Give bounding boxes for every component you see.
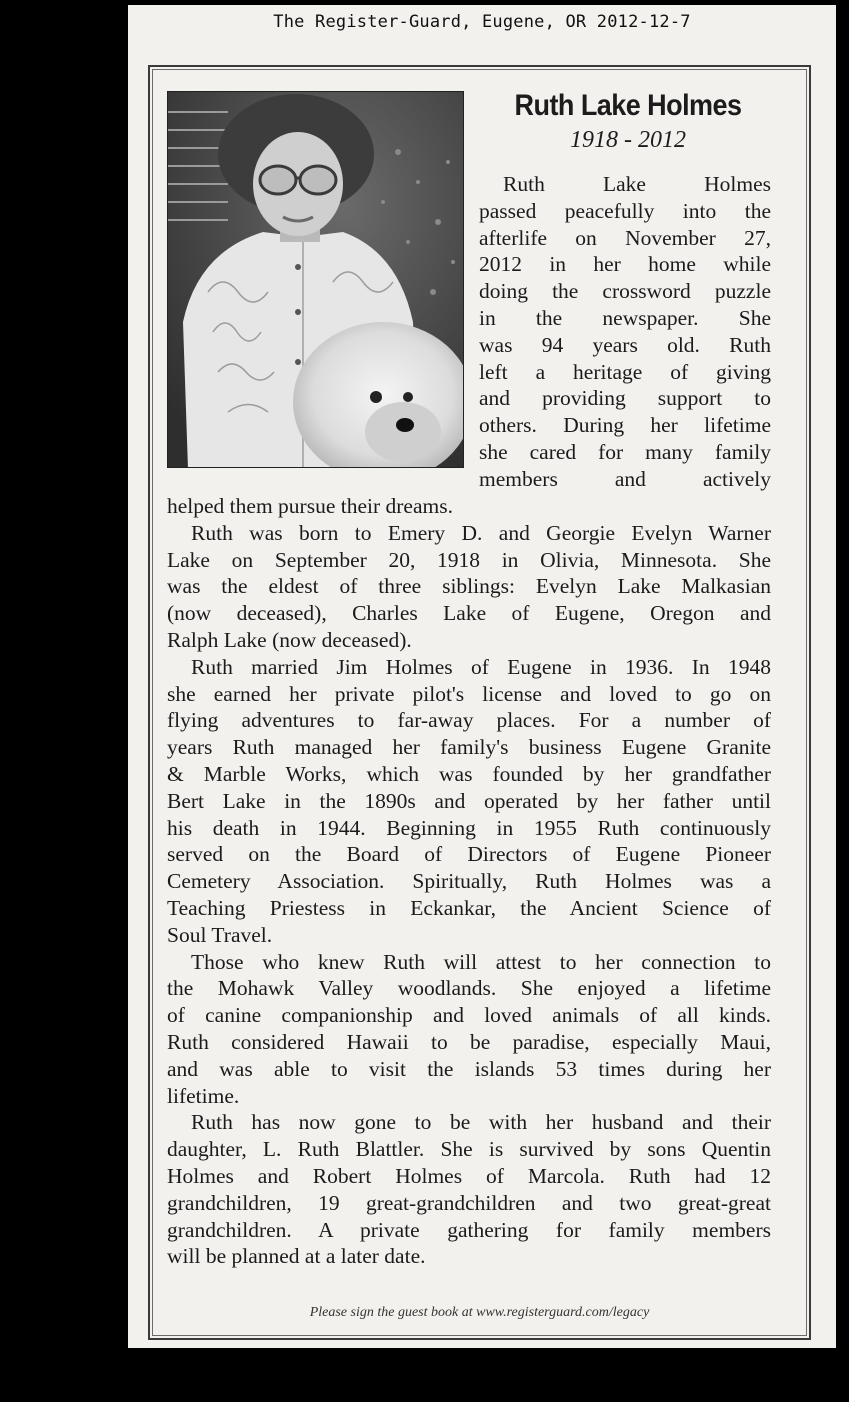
paragraph-5-line: grandchildren. A private gathering for family members	[167, 1217, 771, 1242]
paragraph-3-line: Cemetery Association. Spiritually, Ruth Holmes was a	[167, 869, 771, 894]
paragraph-5-line: Ruth has now gone to be with her husband and their	[191, 1110, 771, 1135]
paragraph-4-line: Ruth considered Hawaii to be paradise, especially Maui,	[167, 1029, 771, 1054]
obituary-body	[167, 493, 771, 1270]
paragraph-2-line: was the eldest of three siblings: Evelyn Lake Malkasian	[167, 574, 771, 599]
intro-line: 2012 in her home while	[479, 252, 771, 277]
intro-line: passed peacefully into the	[479, 198, 771, 223]
paragraph-3-line: his death in 1944. Beginning in 1955 Ruth continuously	[167, 815, 771, 840]
paragraph-2-line: Ruth was born to Emery D. and Georgie Evelyn Warner	[191, 520, 771, 545]
intro-line: in the newspaper. She	[479, 305, 771, 330]
paragraph-5-line: daughter, L. Ruth Blattler. She is survived by sons Quentin	[167, 1137, 771, 1162]
paragraph-4-line: lifetime.	[167, 1083, 240, 1108]
intro-line: left a heritage of giving	[479, 359, 771, 384]
paragraph-4-line: Those who knew Ruth will attest to her connection to	[191, 949, 771, 974]
intro-line: was 94 years old. Ruth	[479, 332, 771, 357]
obituary-years: 1918 - 2012	[570, 127, 686, 153]
obituary-intro-column	[479, 171, 771, 493]
portrait-illustration	[168, 92, 464, 468]
intro-line: afterlife on November 27,	[479, 225, 771, 250]
paragraph-4-line: and was able to visit the islands 53 times during her	[167, 1056, 771, 1081]
portrait-photo	[167, 91, 464, 468]
intro-line: doing the crossword puzzle	[479, 279, 771, 304]
paragraph-2-line: Ralph Lake (now deceased).	[167, 627, 412, 652]
intro-line: and providing support to	[479, 386, 771, 411]
intro-line: she cared for many family	[479, 439, 771, 464]
paragraph-2-line: (now deceased), Charles Lake of Eugene, Oregon and	[167, 601, 771, 626]
source-header: The Register-Guard, Eugene, OR 2012-12-7	[273, 12, 691, 32]
paragraph-3-line: Soul Travel.	[167, 922, 273, 947]
paragraph-2-line: Lake on September 20, 1918 in Olivia, Minnesota. She	[167, 547, 771, 572]
paragraph-4-line: the Mohawk Valley woodlands. She enjoyed a lifetime	[167, 976, 771, 1001]
newspaper-clipping	[128, 5, 836, 1348]
paragraph-3-line: Ruth married Jim Holmes of Eugene in 1936. In 1948	[191, 654, 771, 679]
paragraph-5-line: will be planned at a later date.	[167, 1244, 426, 1269]
paragraph-5-line: grandchildren, 19 great-grandchildren and two great-great	[167, 1190, 771, 1215]
paragraph-3-line: Teaching Priestess in Eckankar, the Ancient Science of	[167, 895, 771, 920]
intro-line: members and actively	[479, 466, 771, 491]
intro-line: Ruth Lake Holmes	[503, 172, 771, 196]
paragraph-4-line: of canine companionship and loved animals of all kinds.	[167, 1003, 771, 1028]
intro-line: others. During her lifetime	[479, 413, 771, 438]
paragraph-3-line: years Ruth managed her family's business Eugene Granite	[167, 735, 771, 760]
paragraph-3-line: served on the Board of Directors of Eugene Pioneer	[167, 842, 771, 867]
obituary-name: Ruth Lake Holmes	[514, 89, 742, 122]
guestbook-footer: Please sign the guest book at www.registerguard.com/legacy	[309, 1305, 650, 1320]
paragraph-3-line: she earned her private pilot's license and loved to go on	[167, 681, 771, 706]
paragraph-3-line: flying adventures to far-away places. For a number of	[167, 708, 771, 733]
paragraph-1-tail: helped them pursue their dreams.	[167, 494, 453, 518]
paragraph-3-line: Bert Lake in the 1890s and operated by her father until	[167, 788, 771, 813]
paragraph-5-line: Holmes and Robert Holmes of Marcola. Ruth had 12	[167, 1163, 771, 1188]
paragraph-3-line: & Marble Works, which was founded by her grandfather	[167, 761, 771, 786]
